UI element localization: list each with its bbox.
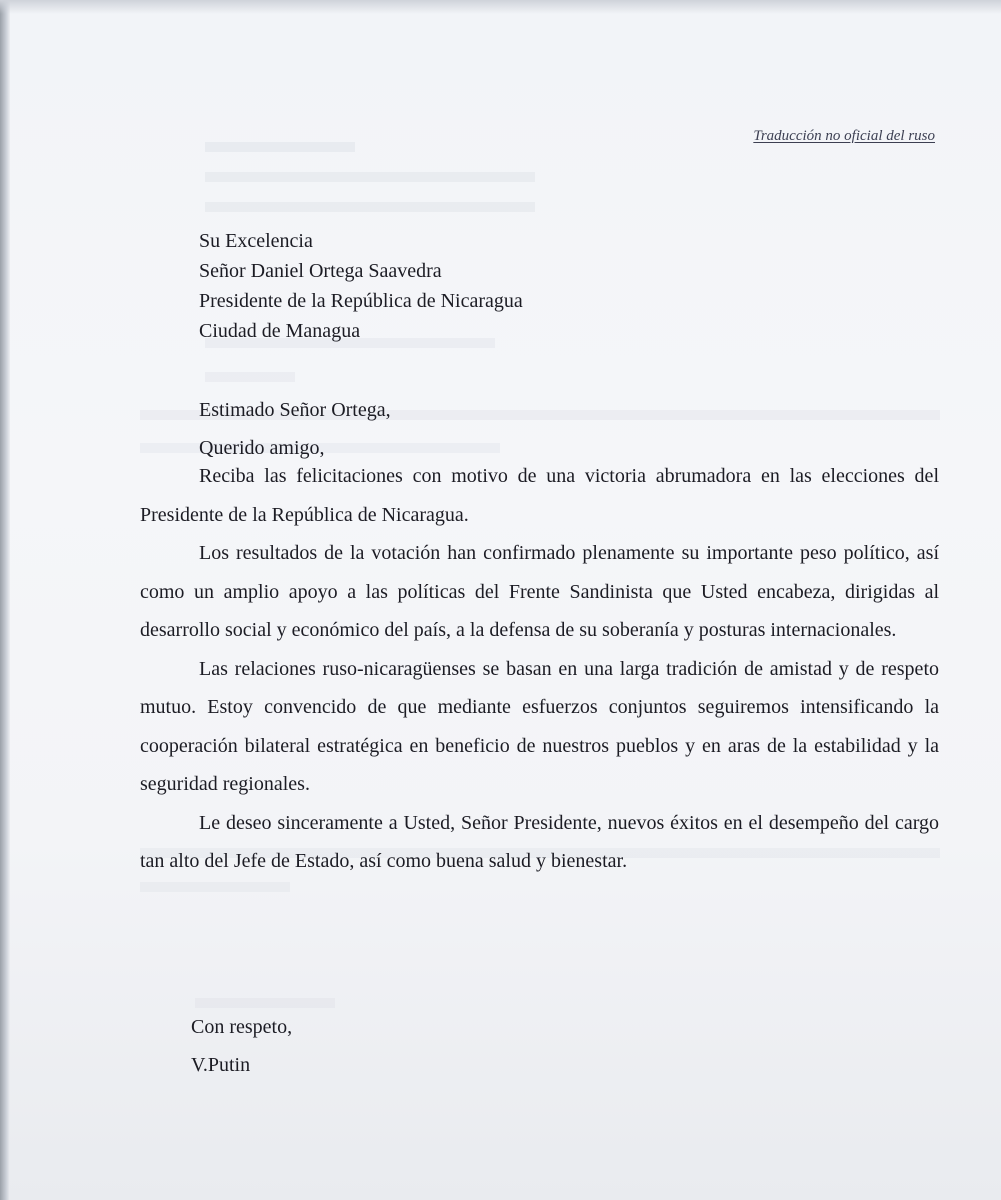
body-paragraph: Le deseo sinceramente a Usted, Señor Presidente, nuevos éxitos en el desempeño del cargo tan alto del Jefe de Estado, así como buena salud y bienestar. bbox=[140, 811, 939, 872]
show-through-mark bbox=[195, 998, 335, 1008]
body-paragraph: Las relaciones ruso-nicaragüenses se basan en una larga tradición de amistad y de respeto mutuo. Estoy convencido de que mediante esfuerzos conjuntos seguiremos intensificando la cooperación bilateral estratégica en beneficio de nuestros pueblos y en aras de la estabilidad y la seguridad regionales. bbox=[140, 657, 939, 795]
salutation bbox=[199, 391, 391, 467]
page-top-shadow bbox=[0, 0, 1001, 14]
translation-note: Traducción no oficial del ruso bbox=[753, 128, 935, 144]
body-paragraph: Los resultados de la votación han confirmado plenamente su importante peso político, así como un amplio apoyo a las políticas del Frente Sandinista que Usted encabeza, dirigidas al desarrollo social y económico del país, a la defensa de su soberanía y posturas internacionales. bbox=[140, 542, 939, 641]
signature-name: V.Putin bbox=[191, 1054, 251, 1076]
body-paragraph: Reciba las felicitaciones con motivo de una victoria abrumadora en las elecciones del Presidente de la República de Nicaragua. bbox=[140, 465, 939, 526]
salutation-line: Estimado Señor Ortega, bbox=[199, 399, 391, 421]
show-through-mark bbox=[205, 202, 535, 212]
address-line: Presidente de la República de Nicaragua bbox=[199, 290, 523, 312]
salutation-line: Querido amigo, bbox=[199, 437, 325, 459]
show-through-mark bbox=[205, 172, 535, 182]
page-edge bbox=[0, 0, 10, 1200]
closing bbox=[191, 1008, 292, 1084]
recipient-address bbox=[199, 226, 523, 346]
show-through-mark bbox=[205, 372, 295, 382]
address-line: Ciudad de Managua bbox=[199, 320, 361, 342]
address-line: Señor Daniel Ortega Saavedra bbox=[199, 260, 442, 282]
show-through-mark bbox=[140, 882, 290, 892]
closing-line: Con respeto, bbox=[191, 1016, 293, 1038]
address-line: Su Excelencia bbox=[199, 230, 313, 252]
show-through-mark bbox=[205, 142, 355, 152]
letter-body bbox=[140, 457, 939, 881]
